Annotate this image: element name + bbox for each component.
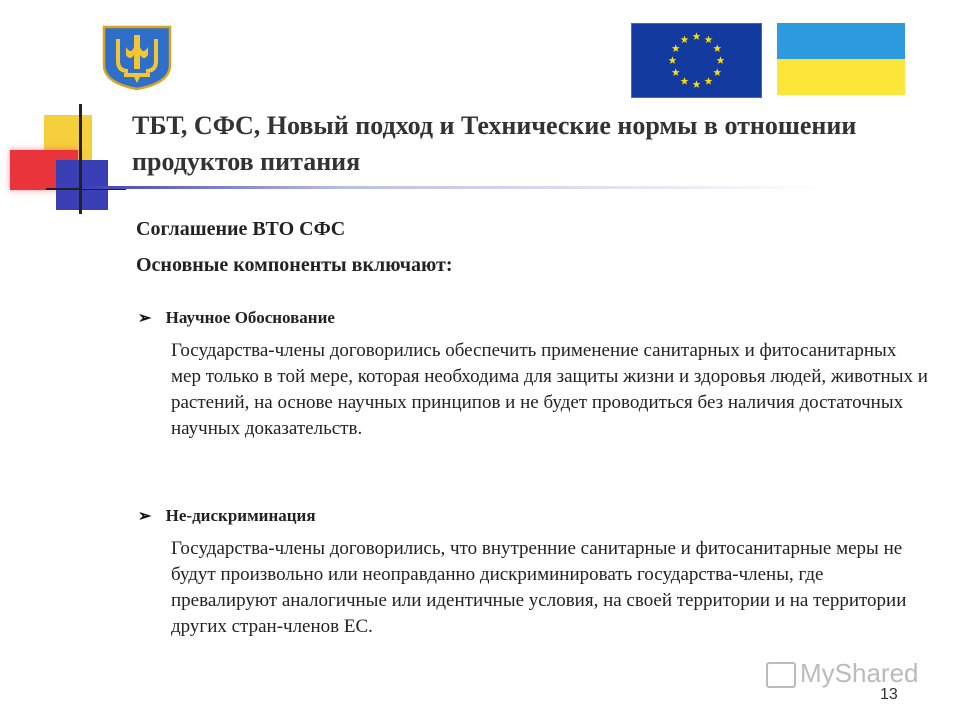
decor-vertical-line bbox=[79, 104, 82, 214]
eu-flag-icon bbox=[631, 23, 762, 98]
subtitle-agreement: Соглашение ВТО СФС bbox=[136, 218, 346, 240]
eu-star-icon bbox=[672, 68, 680, 76]
section-heading-scientific bbox=[138, 308, 335, 328]
arrow-bullet-icon: ➢ bbox=[138, 310, 152, 327]
decor-blue-block bbox=[56, 160, 108, 210]
eu-star-icon bbox=[693, 32, 701, 40]
watermark-logo bbox=[766, 658, 919, 689]
watermark-text: MyShared bbox=[800, 658, 919, 688]
section-heading-label: Научное Обоснование bbox=[165, 308, 335, 327]
page-number: 13 bbox=[880, 686, 898, 703]
title-underline bbox=[82, 186, 960, 189]
eu-star-icon bbox=[717, 56, 725, 64]
ukraine-trident-icon bbox=[98, 25, 176, 91]
eu-star-icon bbox=[681, 36, 689, 44]
arrow-bullet-icon: ➢ bbox=[138, 508, 152, 525]
eu-star-icon bbox=[713, 68, 721, 76]
eu-star-icon bbox=[669, 56, 677, 64]
section-text-nondiscrimination: Государства-члены договорились, что внутренние санитарные и фитосанитарные меры не будут произвольно или неоправданно дискриминировать государства-члены, где превалируют аналогичные или идентичные условия, на своей территории и на территории других стран-членов ЕС. bbox=[171, 538, 907, 637]
section-text-scientific: Государства-члены договорились обеспечить применение санитарных и фитосанитарных мер только в той мере, которая необходима для защиты жизни и здоровья людей, животных и растений, на основе научных принципов и не будет проводиться без наличия достаточных научных доказательств. bbox=[171, 340, 928, 439]
eu-star-icon bbox=[705, 77, 713, 85]
eu-star-icon bbox=[681, 77, 689, 85]
subtitle-components: Основные компоненты включают: bbox=[136, 254, 453, 276]
eu-star-icon bbox=[693, 80, 701, 88]
eu-star-icon bbox=[672, 44, 680, 52]
eu-star-icon bbox=[713, 44, 721, 52]
ukraine-flag-icon bbox=[777, 23, 905, 95]
eu-star-icon bbox=[705, 36, 713, 44]
section-heading-label: Не-дискриминация bbox=[165, 506, 316, 525]
slide-title: ТБТ, СФС, Новый подход и Технические нормы в отношении продуктов питания bbox=[132, 111, 857, 176]
section-heading-nondiscrimination bbox=[138, 506, 316, 526]
